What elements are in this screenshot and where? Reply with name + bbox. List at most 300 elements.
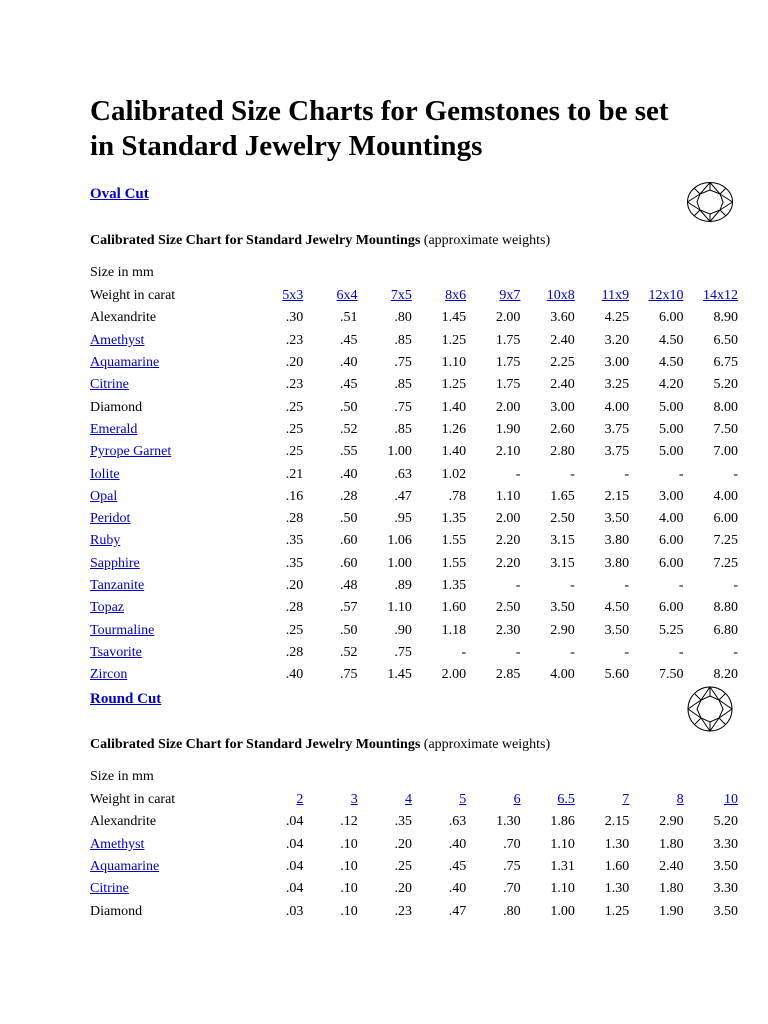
gemstone-link[interactable]: Tanzanite [90, 578, 145, 593]
weight-cell: .85 [394, 332, 412, 348]
weight-cell: - [678, 466, 684, 482]
weight-cell: .25 [285, 444, 304, 460]
weight-cell: 3.75 [604, 444, 630, 460]
table-row [90, 664, 738, 686]
weight-cell: 3.75 [604, 421, 630, 437]
weight-cell: .25 [394, 859, 412, 875]
weight-cell: 1.40 [441, 444, 467, 460]
gemstone-link[interactable]: Topaz [90, 600, 125, 616]
weight-cell: 3.15 [550, 555, 575, 571]
weight-cell: 2.00 [495, 399, 521, 415]
weight-cell: 8.80 [713, 600, 738, 616]
gemstone-name-cell [90, 856, 249, 878]
weight-cell: - [733, 644, 738, 660]
table-row [90, 834, 738, 856]
weight-cell: 3.80 [604, 555, 630, 571]
gemstone-link[interactable]: Aquamarine [90, 355, 160, 371]
table-row [90, 463, 738, 485]
gemstone-name-cell [90, 330, 249, 352]
weight-cell: .60 [340, 533, 358, 549]
oval-size-link[interactable]: 8x6 [445, 288, 467, 304]
table-row [90, 307, 738, 329]
round-header-row [90, 789, 738, 811]
weight-cell: 3.60 [550, 310, 575, 326]
table-row [90, 597, 738, 619]
oval-size-header [575, 285, 629, 307]
weight-cell: .20 [394, 881, 412, 897]
weight-cell: 2.90 [550, 622, 575, 638]
weight-cell: 3.80 [604, 533, 630, 549]
oval-caption-title: Calibrated Size Chart for Standard Jewelry Mountings [90, 233, 421, 248]
weight-cell: 3.00 [550, 399, 575, 415]
weight-cell: 6.00 [659, 310, 684, 326]
weight-cell: 2.60 [550, 421, 575, 437]
round-size-header [249, 789, 303, 811]
oval-size-header [466, 285, 520, 307]
weight-cell: 7.25 [713, 533, 738, 549]
weight-cell: - [733, 578, 738, 593]
round-size-header [684, 789, 738, 811]
gemstone-name-cell: Alexandrite [90, 814, 157, 830]
weight-cell: 8.00 [713, 399, 738, 415]
weight-cell: 1.75 [495, 355, 521, 371]
weight-cell: 3.00 [604, 355, 630, 371]
weight-cell: .70 [503, 881, 521, 897]
table-row [90, 575, 738, 597]
weight-cell: .52 [340, 644, 358, 660]
weight-cell: .47 [394, 488, 412, 504]
oval-size-header [303, 285, 357, 307]
weight-cell: - [624, 644, 630, 660]
table-row [90, 508, 738, 530]
weight-cell: .45 [448, 859, 467, 875]
weight-cell: 6.00 [713, 511, 738, 527]
weight-cell: .21 [285, 466, 304, 482]
oval-size-link[interactable]: 7x5 [390, 288, 412, 304]
weight-cell: .52 [340, 421, 358, 437]
weight-cell: 1.90 [495, 421, 521, 437]
gemstone-name-cell [90, 664, 249, 686]
weight-cell: 1.10 [550, 836, 575, 852]
weight-cell: 4.00 [550, 667, 575, 683]
table-row [90, 374, 738, 396]
weight-cell: 1.31 [550, 859, 575, 875]
gemstone-name-cell: Diamond [90, 903, 143, 919]
weight-cell: - [515, 466, 521, 482]
gemstone-link[interactable]: Tourmaline [90, 622, 155, 638]
weight-cell: 2.00 [495, 511, 521, 527]
table-row [90, 441, 738, 463]
table-row [90, 553, 738, 575]
gemstone-name-cell [90, 508, 249, 530]
weight-cell: 1.00 [387, 444, 412, 460]
weight-cell: 1.30 [604, 836, 630, 852]
weight-cell: .75 [394, 644, 412, 660]
weight-cell: 1.30 [496, 814, 521, 830]
weight-cell: 1.55 [441, 555, 467, 571]
gemstone-link[interactable]: Tsavorite [90, 644, 142, 660]
weight-cell: 2.25 [550, 355, 575, 371]
weight-cell: 4.00 [713, 488, 738, 504]
gemstone-link[interactable]: Citrine [90, 881, 129, 897]
weight-cell: .89 [394, 578, 412, 593]
weight-cell: 1.10 [387, 600, 412, 616]
table-row [90, 486, 738, 508]
round-size-link[interactable]: 10 [724, 792, 738, 808]
weight-cell: 1.18 [441, 622, 467, 638]
weight-cell: 3.50 [604, 622, 630, 638]
weight-cell: .80 [503, 903, 521, 919]
weight-cell: 4.50 [604, 600, 630, 616]
oval-caption-note: (approximate weights) [420, 233, 551, 248]
weight-cell: 7.50 [659, 667, 684, 683]
weight-cell: 1.10 [550, 881, 575, 897]
weight-cell: .50 [340, 622, 358, 638]
weight-cell: 6.75 [713, 355, 738, 371]
weight-cell: .57 [340, 600, 358, 616]
round-size-header [303, 789, 357, 811]
weight-cell: .10 [340, 859, 358, 875]
table-row [90, 811, 738, 833]
weight-cell: 1.06 [387, 533, 412, 549]
weight-cell: .40 [285, 667, 304, 683]
round-size-link[interactable]: 8 [676, 792, 684, 808]
weight-cell: .45 [340, 332, 358, 348]
weight-cell: .20 [285, 355, 304, 371]
gemstone-link[interactable]: Sapphire [90, 555, 140, 571]
weight-cell: 2.30 [495, 622, 521, 638]
gemstone-name-cell [90, 619, 249, 641]
weight-cell: - [733, 466, 738, 482]
weight-cell: 3.00 [659, 488, 684, 504]
weight-cell: 5.25 [659, 622, 684, 638]
weight-cell: 2.00 [495, 310, 521, 326]
weight-cell: 2.15 [604, 488, 630, 504]
weight-cell: 7.00 [713, 444, 738, 460]
weight-cell: .23 [285, 377, 304, 393]
weight-cell: 6.50 [713, 332, 738, 348]
weight-cell: .28 [340, 488, 358, 504]
gemstone-name-cell [90, 352, 249, 374]
gemstone-link[interactable]: Pyrope Garnet [90, 444, 172, 460]
oval-header-row [90, 285, 738, 307]
weight-cell: 6.00 [659, 533, 684, 549]
weight-cell: .35 [285, 533, 304, 549]
round-caption-note: (approximate weights) [420, 737, 551, 752]
weight-cell: .20 [394, 836, 412, 852]
oval-gem-icon [686, 181, 734, 223]
round-size-link[interactable]: 7 [622, 792, 630, 808]
round-caption-title: Calibrated Size Chart for Standard Jewelry Mountings [90, 737, 421, 752]
round-chart-caption [90, 737, 550, 753]
round-size-link[interactable]: 6 [513, 792, 521, 808]
weight-cell: .78 [448, 488, 467, 504]
gemstone-name-cell [90, 441, 249, 463]
weight-cell: 7.50 [713, 421, 738, 437]
weight-cell: .10 [340, 836, 358, 852]
oval-size-header [249, 285, 303, 307]
weight-cell: 1.55 [441, 533, 467, 549]
weight-cell: .50 [340, 399, 358, 415]
round-size-link[interactable]: 4 [404, 792, 412, 808]
weight-cell: 6.80 [713, 622, 738, 638]
gemstone-link[interactable]: Amethyst [90, 836, 145, 852]
weight-cell: 2.50 [495, 600, 521, 616]
weight-cell: .04 [285, 881, 304, 897]
weight-cell: .90 [394, 622, 412, 638]
weight-cell: 8.90 [713, 310, 738, 326]
weight-cell: 2.50 [550, 511, 575, 527]
weight-cell: - [515, 578, 521, 593]
oval-size-header [358, 285, 412, 307]
weight-cell: .25 [285, 622, 304, 638]
weight-cell: - [624, 578, 630, 593]
weight-cell: 1.00 [387, 555, 412, 571]
weight-cell: .25 [285, 399, 304, 415]
weight-cell: 4.50 [659, 332, 684, 348]
weight-cell: .75 [503, 859, 521, 875]
weight-cell: 2.80 [550, 444, 575, 460]
gemstone-link[interactable]: Zircon [90, 667, 128, 683]
weight-cell: 3.25 [604, 377, 630, 393]
weight-cell: 4.20 [659, 377, 684, 393]
oval-weight-label: Weight in carat [90, 288, 176, 304]
round-weight-label: Weight in carat [90, 792, 176, 808]
gemstone-link[interactable]: Aquamarine [90, 859, 160, 875]
gemstone-link[interactable]: Citrine [90, 377, 129, 393]
gemstone-name-cell [90, 642, 249, 664]
gemstone-link[interactable]: Ruby [90, 533, 121, 549]
weight-cell: 2.90 [659, 814, 684, 830]
weight-cell: 3.30 [713, 881, 738, 897]
weight-cell: .12 [340, 814, 358, 830]
weight-cell: .80 [394, 310, 412, 326]
weight-cell: 1.75 [495, 377, 521, 393]
weight-cell: .10 [340, 903, 358, 919]
weight-cell: .63 [394, 466, 412, 482]
gemstone-name-cell: Alexandrite [90, 310, 157, 326]
weight-cell: .35 [394, 814, 412, 830]
weight-cell: 1.26 [441, 421, 467, 437]
weight-cell: .23 [394, 903, 412, 919]
table-row [90, 900, 738, 922]
weight-cell: .16 [285, 488, 304, 504]
gemstone-link[interactable]: Opal [90, 488, 118, 504]
gemstone-link[interactable]: Amethyst [90, 332, 145, 348]
weight-cell: .30 [285, 310, 304, 326]
weight-cell: .23 [285, 332, 304, 348]
oval-size-header [684, 285, 738, 307]
gemstone-name-cell [90, 374, 249, 396]
weight-cell: 1.60 [441, 600, 467, 616]
weight-cell: .60 [340, 555, 358, 571]
gemstone-link[interactable]: Iolite [90, 466, 120, 482]
weight-cell: 2.10 [495, 444, 521, 460]
weight-cell: .85 [394, 377, 412, 393]
weight-cell: .50 [340, 511, 358, 527]
table-row [90, 530, 738, 552]
round-size-header [358, 789, 412, 811]
oval-cut-link[interactable]: Oval Cut [90, 186, 149, 202]
weight-cell: 6.00 [659, 555, 684, 571]
weight-cell: 4.00 [604, 399, 630, 415]
weight-cell: 5.00 [659, 421, 684, 437]
gemstone-name-cell [90, 834, 249, 856]
oval-size-table [90, 285, 738, 686]
weight-cell: 1.60 [604, 859, 630, 875]
gemstone-name-cell [90, 419, 249, 441]
weight-cell: - [570, 578, 575, 593]
oval-size-label: Size in mm [90, 265, 154, 280]
round-size-link[interactable]: 6.5 [557, 792, 575, 808]
oval-size-link[interactable]: 9x7 [499, 288, 521, 304]
weight-cell: 2.15 [604, 814, 630, 830]
weight-cell: 1.35 [441, 511, 467, 527]
weight-cell: 2.85 [495, 667, 521, 683]
weight-cell: .55 [340, 444, 358, 460]
oval-size-link[interactable]: 6x4 [336, 288, 358, 304]
oval-size-header [520, 285, 574, 307]
weight-cell: - [461, 644, 467, 660]
oval-size-link[interactable]: 12x10 [648, 288, 684, 304]
weight-cell: .28 [285, 644, 304, 660]
weight-cell: 1.25 [441, 377, 467, 393]
weight-cell: 2.40 [659, 859, 684, 875]
weight-cell: .75 [394, 355, 412, 371]
weight-cell: .20 [285, 578, 304, 593]
weight-cell: 1.35 [441, 578, 467, 593]
weight-cell: 1.80 [659, 881, 684, 897]
weight-cell: - [678, 578, 684, 593]
weight-cell: - [570, 466, 575, 482]
weight-cell: 1.45 [387, 667, 412, 683]
weight-cell: 3.50 [713, 859, 738, 875]
weight-cell: .95 [394, 511, 412, 527]
weight-cell: 4.25 [604, 310, 630, 326]
weight-cell: 1.10 [441, 355, 467, 371]
weight-cell: .75 [394, 399, 412, 415]
weight-cell: 2.40 [550, 377, 575, 393]
round-size-header [412, 789, 466, 811]
weight-cell: 3.50 [550, 600, 575, 616]
weight-cell: - [570, 644, 575, 660]
weight-cell: 5.00 [659, 399, 684, 415]
weight-cell: 3.30 [713, 836, 738, 852]
round-size-table [90, 789, 738, 923]
gemstone-name-cell [90, 597, 249, 619]
weight-cell: 1.30 [604, 881, 630, 897]
weight-cell: .70 [503, 836, 521, 852]
weight-cell: .04 [285, 859, 304, 875]
weight-cell: 4.00 [659, 511, 684, 527]
gemstone-name-cell [90, 878, 249, 900]
weight-cell: 5.00 [659, 444, 684, 460]
oval-size-header [629, 285, 683, 307]
weight-cell: 1.90 [659, 903, 684, 919]
oval-size-header [412, 285, 466, 307]
weight-cell: .40 [448, 836, 467, 852]
weight-cell: 1.45 [441, 310, 467, 326]
gemstone-name-cell [90, 575, 249, 597]
weight-cell: .45 [340, 377, 358, 393]
table-row [90, 619, 738, 641]
oval-chart-caption [90, 233, 550, 249]
round-cut-link[interactable]: Round Cut [90, 691, 162, 707]
weight-cell: 1.10 [495, 488, 521, 504]
gemstone-link[interactable]: Emerald [90, 421, 138, 437]
weight-cell: 2.00 [441, 667, 467, 683]
weight-cell: .28 [285, 511, 304, 527]
weight-cell: 3.15 [550, 533, 575, 549]
round-size-link[interactable]: 2 [296, 792, 304, 808]
weight-cell: 2.20 [495, 555, 521, 571]
weight-cell: 6.00 [659, 600, 684, 616]
table-row [90, 396, 738, 418]
oval-size-link[interactable]: 5x3 [282, 288, 304, 304]
round-size-header [629, 789, 683, 811]
table-row [90, 856, 738, 878]
weight-cell: 1.80 [659, 836, 684, 852]
weight-cell: 1.75 [495, 332, 521, 348]
weight-cell: - [515, 644, 521, 660]
weight-cell: 3.50 [713, 903, 738, 919]
weight-cell: 3.50 [604, 511, 630, 527]
weight-cell: 5.20 [713, 377, 738, 393]
round-size-label: Size in mm [90, 769, 154, 784]
table-row [90, 419, 738, 441]
gemstone-name-cell: Diamond [90, 399, 143, 415]
weight-cell: .85 [394, 421, 412, 437]
weight-cell: 1.86 [550, 814, 575, 830]
weight-cell: 4.50 [659, 355, 684, 371]
gemstone-name-cell [90, 530, 249, 552]
weight-cell: 1.00 [550, 903, 575, 919]
weight-cell: .51 [340, 310, 358, 326]
gemstone-name-cell [90, 486, 249, 508]
weight-cell: 1.40 [441, 399, 467, 415]
weight-cell: 1.25 [604, 903, 630, 919]
round-size-link[interactable]: 3 [350, 792, 358, 808]
table-row [90, 878, 738, 900]
round-size-link[interactable]: 5 [459, 792, 467, 808]
table-row [90, 330, 738, 352]
round-size-header [466, 789, 520, 811]
round-size-header [521, 789, 575, 811]
round-gem-icon [686, 686, 734, 732]
oval-size-link[interactable]: 14x12 [703, 288, 738, 304]
weight-cell: - [624, 466, 630, 482]
oval-size-link[interactable]: 10x8 [546, 288, 575, 304]
weight-cell: - [678, 644, 684, 660]
weight-cell: .35 [285, 555, 304, 571]
table-row [90, 352, 738, 374]
weight-cell: .03 [285, 903, 304, 919]
weight-cell: 5.60 [604, 667, 630, 683]
weight-cell: .63 [448, 814, 467, 830]
weight-cell: .10 [340, 881, 358, 897]
gemstone-link[interactable]: Peridot [90, 511, 131, 527]
oval-size-link[interactable]: 11x9 [601, 288, 630, 304]
weight-cell: 2.20 [495, 533, 521, 549]
weight-cell: 3.20 [604, 332, 630, 348]
weight-cell: 2.40 [550, 332, 575, 348]
weight-cell: 1.65 [550, 488, 575, 504]
round-size-header [575, 789, 629, 811]
weight-cell: .47 [448, 903, 467, 919]
weight-cell: 1.02 [441, 466, 467, 482]
table-row [90, 642, 738, 664]
weight-cell: .75 [340, 667, 358, 683]
